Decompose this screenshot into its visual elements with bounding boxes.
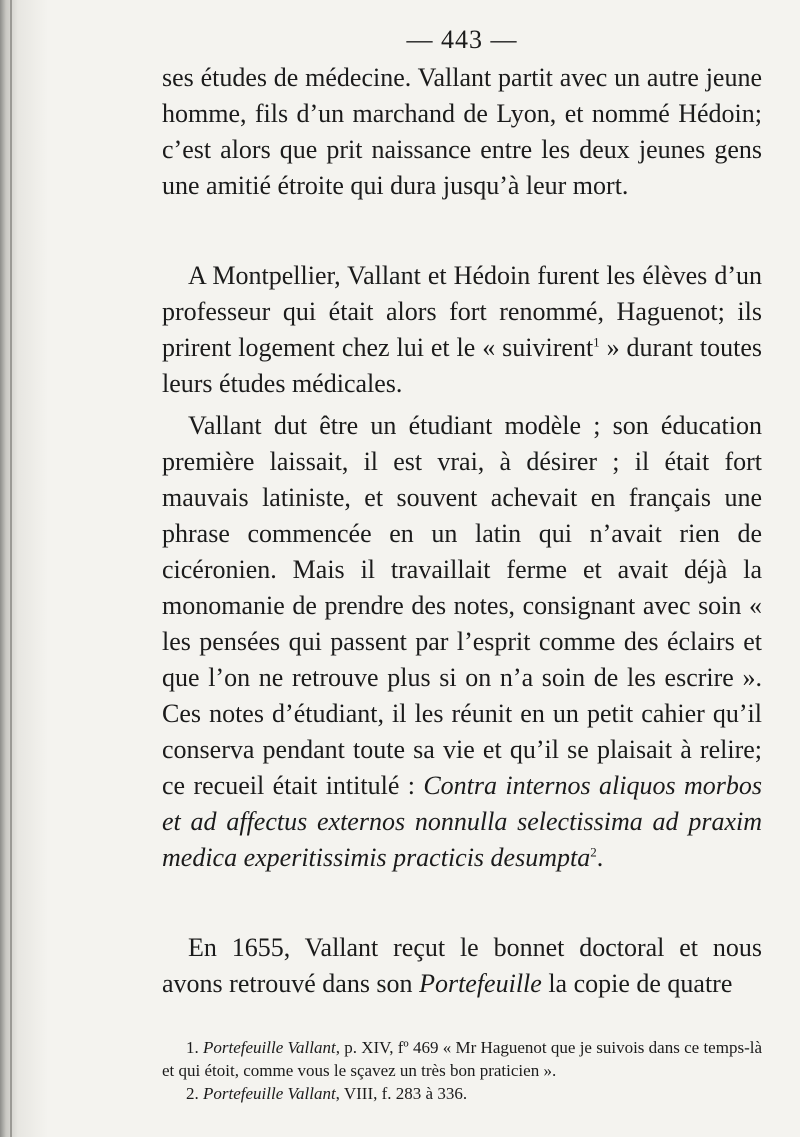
paragraph-2-text-end: » durant toutes leurs études médicales. — [162, 333, 762, 398]
footnote-1-source: Portefeuille Vallant — [203, 1038, 336, 1057]
paragraph-2 — [162, 258, 762, 402]
paragraph-3-text: Vallant dut être un étudiant modèle ; son éducation première laissait, il est vrai, à désirer ; il était fort mauvais latiniste, et souvent achevait en français une phrase commencée en un latin qui n’avait rien de cicéronien. Mais il travaillait ferme et avait déjà la monomanie de prendre des notes, consignant avec soin « les pensées qui passent par l’esprit comme des éclairs et que l’on ne retrouve plus si on n’a soin de les escrire ». Ces notes d’étudiant, il les réunit en un petit cahier qu’il conserva pendant toute sa vie et qu’il se plaisait à relire; ce recueil était intitulé : — [162, 411, 762, 800]
footnotes — [162, 1036, 762, 1105]
body-text — [162, 60, 762, 1002]
page-binding-line — [10, 0, 12, 1137]
page-binding-shadow — [0, 0, 48, 1137]
footnote-2 — [162, 1082, 762, 1105]
book-page — [162, 20, 762, 1002]
paragraph-4-text-end: la copie de quatre — [541, 969, 733, 998]
page-number: — 443 — — [406, 25, 518, 54]
paragraph-2-text: A Montpellier, Vallant et Hédoin furent les élèves d’un professeur qui était alors fort renommé, Haguenot; ils prirent logement chez lui et le « suivirent — [162, 261, 762, 362]
footnote-2-source: Portefeuille Vallant — [203, 1084, 336, 1103]
paragraph-3 — [162, 408, 762, 876]
footnote-ref-1: 1 — [593, 334, 600, 350]
paragraph-4 — [162, 930, 762, 1002]
footnote-2-text: , VIII, f. 283 à 336. — [335, 1084, 468, 1103]
portefeuille-title: Portefeuille — [419, 969, 542, 998]
footnote-1 — [162, 1036, 762, 1082]
paragraph-4-text: En 1655, Vallant reçut le bonnet doctoral et nous avons retrouvé dans son — [162, 933, 762, 998]
paragraph-3-text-end: . — [596, 843, 604, 872]
footnote-1-number: 1. — [186, 1038, 204, 1057]
manuscript-title: Contra internos aliquos morbos et ad affectus externos nonnulla selectissima ad praxim medica experitissimis practicis desumpta — [162, 771, 762, 872]
footnote-ref-2: 2 — [590, 844, 597, 860]
paragraph-1: ses études de médecine. Vallant partit avec un autre jeune homme, fils d’un marchand de Lyon, et nommé Hédoin; c’est alors que prit naissance entre les deux jeunes gens une amitié étroite qui dura jusqu’à leur mort. — [162, 63, 762, 200]
footnote-1-text: , p. XIV, fº 469 « Mr Haguenot que je suivois dans ce temps-là et qui étoit, comme vous le sçavez un très bon praticien ». — [162, 1038, 762, 1080]
footnote-2-number: 2. — [186, 1084, 203, 1103]
